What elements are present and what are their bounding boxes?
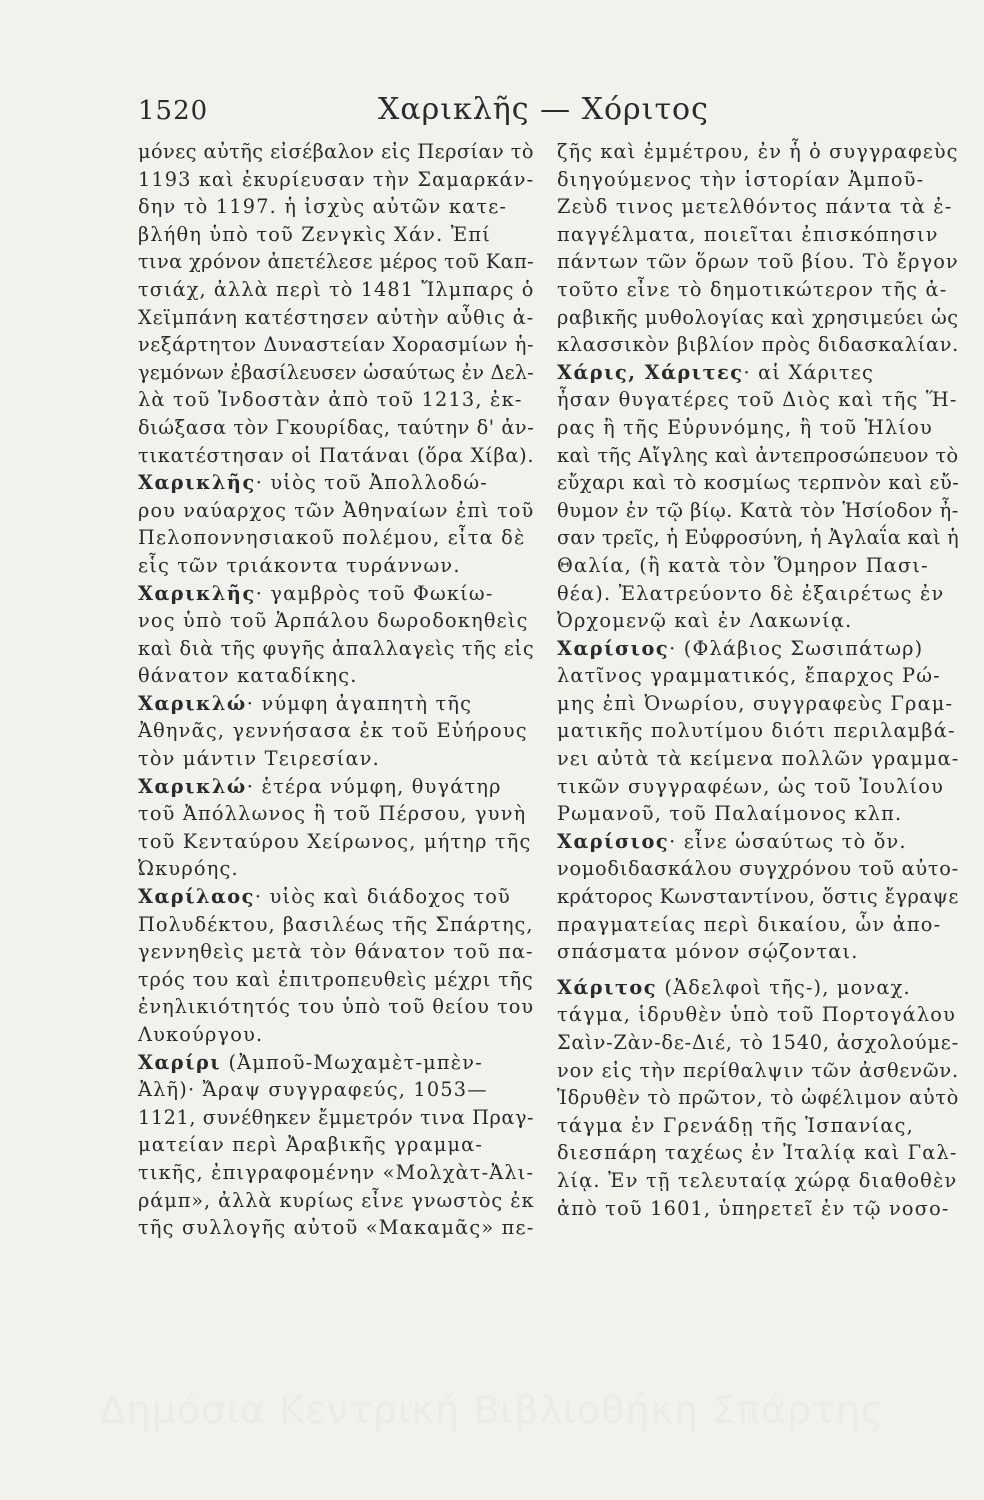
text-line: τικῆς, ἐπιγραφομένην «Μολχὰτ-Ἀλι- xyxy=(138,1160,535,1184)
entry-text: · υἱὸς καὶ διάδοχος τοῦ xyxy=(254,885,511,909)
entry-text: · υἱὸς τοῦ Ἀπολλοδώ- xyxy=(255,471,488,495)
text-line: νει αὐτὰ τὰ κείμενα πολλῶν γραμμα- xyxy=(557,747,960,771)
text-line: Ἱδρυθὲν τὸ πρῶτον, τὸ ὠφέλιμον αὐτὸ xyxy=(557,1086,960,1110)
entry-first-line xyxy=(138,773,534,801)
text-line: νος ὑπὸ τοῦ Ἁρπάλου δωροδοκηθεὶς xyxy=(138,609,529,633)
page-header xyxy=(138,92,838,132)
text-line: Ἀλῆ)· Ἄραψ συγγραφεύς, 1053— xyxy=(138,1078,488,1102)
text-line: δην τὸ 1197. ἡ ἰσχὺς αὐτῶν κατε- xyxy=(138,195,508,219)
text-line: καὶ διὰ τῆς φυγῆς ἀπαλλαγεὶς τῆς εἰς xyxy=(138,636,535,660)
text-line: τρός του καὶ ἐπιτροπευθεὶς μέχρι τῆς xyxy=(138,967,534,991)
entry-headword: Χαρικλώ xyxy=(138,774,247,798)
text-line: μόνες αὐτῆς εἰσέβαλον εἰς Περσίαν τὸ xyxy=(138,140,534,163)
text-line: Λυκούργου. xyxy=(138,1023,264,1046)
text-line: διηγούμενος τὴν ἱστορίαν Ἀμποῦ- xyxy=(557,167,925,191)
entry-headword: Χαρικλῆς xyxy=(138,471,256,495)
entry-first-line xyxy=(138,1049,534,1077)
text-line: σαν τρεῖς, ἡ Εὐφροσύνη, ἡ Ἀγλαΐα καὶ ἡ xyxy=(557,526,959,550)
text-line: Χεϊμπάνη κατέστησεν αὐτὴν αὖθις ἀ- xyxy=(138,305,534,329)
text-line: νομοδιδασκάλου συγχρόνου τοῦ αὐτο- xyxy=(557,857,959,881)
text-line: τοῦ Κενταύρου Χείρωνος, μήτηρ τῆς xyxy=(138,829,532,853)
text-line: πραγματείας περὶ δικαίου, ὧν ἀπο- xyxy=(557,912,942,936)
text-line: τικῶν συγγραφέων, ὡς τοῦ Ἰουλίου xyxy=(557,774,944,798)
text-line: Ρωμανοῦ, τοῦ Παλαίμονος κλπ. xyxy=(557,802,903,826)
text-line: Ὀρχομενῷ καὶ ἐν Λακωνίᾳ. xyxy=(557,609,853,633)
text-line: τάγμα ἐν Γρενάδῃ τῆς Ἱσπανίας, xyxy=(557,1113,914,1137)
entry-text: (Ἀδελφοὶ τῆς-), μοναχ. xyxy=(657,975,911,999)
library-watermark: Δημόσια Κεντρική Βιβλιοθήκη Σπάρτης xyxy=(99,1388,885,1432)
entry-first-line xyxy=(138,580,534,608)
text-line: ραβικῆς μυθολογίας καὶ χρησιμεύει ὡς xyxy=(557,305,959,329)
text-line: 1193 καὶ ἐκυρίευσαν τὴν Σαμαρκάν- xyxy=(138,167,535,191)
text-line: Θαλία, (ἢ κατὰ τὸν Ὅμηρον Πασι- xyxy=(557,553,929,577)
text-line: θυμον ἐν τῷ βίῳ. Κατὰ τὸν Ἡσίοδον ἦ- xyxy=(557,498,959,522)
text-line: Ζεὺδ τινος μετελθόντος πάντα τὰ ἐ- xyxy=(557,195,953,219)
entry-first-line xyxy=(557,828,959,856)
entry-headword: Χαρίλαος xyxy=(138,885,255,909)
entry-text: · εἶνε ὡσαύτως τὸ ὄν. xyxy=(669,829,907,853)
text-line: λίᾳ. Ἐν τῇ τελευταίᾳ χώρᾳ διαθοθὲν xyxy=(557,1168,958,1192)
text-line: ρας ἢ τῆς Εὐρυνόμης, ἢ τοῦ Ἡλίου xyxy=(557,415,933,439)
entry-text: · ἑτέρα νύμφη, θυγάτηρ xyxy=(246,774,502,798)
entry-headword: Χαρίρι xyxy=(138,1050,222,1074)
text-line: ράμπ», ἀλλὰ κυρίως εἶνε γνωστὸς ἐκ xyxy=(138,1188,535,1212)
entry-text: · (Φλάβιος Σωσιπάτωρ) xyxy=(669,636,924,660)
text-line: διεσπάρη ταχέως ἐν Ἰταλίᾳ καὶ Γαλ- xyxy=(557,1141,958,1165)
entry-first-line xyxy=(557,359,959,387)
text-line: νεξάρτητον Δυναστείαν Χορασμίων ἡ- xyxy=(138,333,535,357)
text-line: ματείαν περὶ Ἀραβικῆς γραμμα- xyxy=(138,1133,484,1157)
text-line: παγγέλματα, ποιεῖται ἐπισκόπησιν xyxy=(557,222,939,246)
entry-text: · νύμφη ἀγαπητὴ τῆς xyxy=(246,691,473,715)
text-line: Πελοποννησιακοῦ πολέμου, εἶτα δὲ xyxy=(138,526,526,550)
text-line: θέα). Ἐλατρεύοντο δὲ ἐξαιρέτως ἐν xyxy=(557,581,945,605)
text-line: βλήθη ὑπὸ τοῦ Ζενγκὶς Χάν. Ἐπί xyxy=(138,222,492,246)
text-line: τσιάχ, ἀλλὰ περὶ τὸ 1481 Ἴλμπαρς ὁ xyxy=(138,277,535,301)
page-number: 1520 xyxy=(138,96,209,126)
entry-first-line xyxy=(557,974,959,1002)
entry-text: · αἱ Χάριτες xyxy=(743,360,874,384)
text-line: τάγμα, ἱδρυθὲν ὑπὸ τοῦ Πορτογάλου xyxy=(557,1003,957,1027)
text-line: θάνατον καταδίκης. xyxy=(138,664,358,688)
entry-headword: Χαρίσιος xyxy=(557,636,670,660)
entry-first-line xyxy=(138,883,534,911)
text-line: τῆς συλλογῆς αὐτοῦ «Μακαμᾶς» πε- xyxy=(138,1216,535,1240)
text-line: Πολυδέκτου, βασιλέως τῆς Σπάρτης, xyxy=(138,912,534,936)
right-column xyxy=(557,138,959,1222)
text-line: λατῖνος γραμματικός, ἔπαρχος Ρώ- xyxy=(557,664,941,688)
entry-first-line xyxy=(138,469,534,497)
text-line: 1121, συνέθηκεν ἔμμετρόν τινα Πραγ- xyxy=(138,1105,535,1129)
text-line: τοῦ Ἀπόλλωνος ἢ τοῦ Πέρσου, γυνὴ xyxy=(138,802,527,826)
text-line: ματικῆς πολυτίμου διότι περιλαμβά- xyxy=(557,719,956,743)
paragraph-gap xyxy=(557,966,959,974)
text-line: τοῦτο εἶνε τὸ δημοτικώτερον τῆς ἀ- xyxy=(557,277,948,301)
text-line: εὔχαρι καὶ τὸ κοσμίως τερπνὸν καὶ εὔ- xyxy=(557,471,960,495)
text-line: σπάσματα μόνον σῴζονται. xyxy=(557,940,859,964)
running-head: Χαρικλῆς — Χόριτος xyxy=(378,92,709,127)
text-line: πάντων τῶν ὅρων τοῦ βίου. Τὸ ἔργον xyxy=(557,250,959,274)
text-line: νον εἰς τὴν περίθαλψιν τῶν ἀσθενῶν. xyxy=(557,1058,959,1082)
entry-headword: Χαρικλῆς xyxy=(138,581,256,605)
entry-headword: Χαρικλώ xyxy=(138,691,247,715)
text-line: ζῆς καὶ ἐμμέτρου, ἐν ἧ ὁ συγγραφεὺς xyxy=(557,140,959,163)
text-line: ἦσαν θυγατέρες τοῦ Διὸς καὶ τῆς Ἥ- xyxy=(557,388,958,412)
entry-text: (Ἀμποῦ-Μωχαμὲτ-μπὲν- xyxy=(221,1050,483,1074)
text-line: μης ἐπὶ Ὀνωρίου, συγγραφεὺς Γραμ- xyxy=(557,691,954,715)
entry-first-line xyxy=(557,635,959,663)
entry-headword: Χαρίσιος xyxy=(557,829,670,853)
text-line: ρου ναύαρχος τῶν Ἀθηναίων ἐπὶ τοῦ xyxy=(138,498,535,522)
text-line: Ὠκυρόης. xyxy=(138,857,239,881)
entry-text: · γαμβρὸς τοῦ Φωκίω- xyxy=(255,581,494,605)
text-line: διώξασα τὸν Γκουρίδας, ταύτην δ' ἀν- xyxy=(138,415,535,439)
left-column xyxy=(138,138,534,1242)
text-line: τικατέστησαν οἱ Πατάναι (ὅρα Χίβα). xyxy=(138,443,535,467)
text-line: γεννηθεὶς μετὰ τὸν θάνατον τοῦ πα- xyxy=(138,940,534,964)
text-line: Ἀθηνᾶς, γεννήσασα ἐκ τοῦ Εὐήρους xyxy=(138,719,528,743)
text-line: γεμόνων ἐβασίλευσεν ὡσαύτως ἐν Δελ- xyxy=(138,360,534,384)
entry-headword: Χάρις, Χάριτες xyxy=(557,360,744,384)
text-line: τὸν μάντιν Τειρεσίαν. xyxy=(138,747,381,771)
text-line: λὰ τοῦ Ἰνδοστὰν ἀπὸ τοῦ 1213, ἐκ- xyxy=(138,388,523,412)
entry-first-line xyxy=(138,690,534,718)
text-line: κλασσικὸν βιβλίον πρὸς διδασκαλίαν. xyxy=(557,333,960,357)
text-line: ἀπὸ τοῦ 1601, ὑπηρετεῖ ἐν τῷ νοσο- xyxy=(557,1196,950,1220)
text-line: εἷς τῶν τριάκοντα τυράννων. xyxy=(138,553,461,577)
text-line: τινα χρόνον ἀπετέλεσε μέρος τοῦ Καπ- xyxy=(138,250,535,274)
text-line: ἐνηλικιότητός του ὑπὸ τοῦ θείου του xyxy=(138,995,535,1019)
entry-headword: Χάριτος xyxy=(557,975,658,999)
text-line: κράτορος Κωνσταντίνου, ὅστις ἔγραψε xyxy=(557,885,959,909)
text-line: Σαὶν-Ζὰν-δε-Διέ, τὸ 1540, ἀσχολούμε- xyxy=(557,1031,959,1054)
text-line: καὶ τῆς Αἴγλης καὶ ἀντεπροσώπευον τὸ xyxy=(557,443,959,467)
